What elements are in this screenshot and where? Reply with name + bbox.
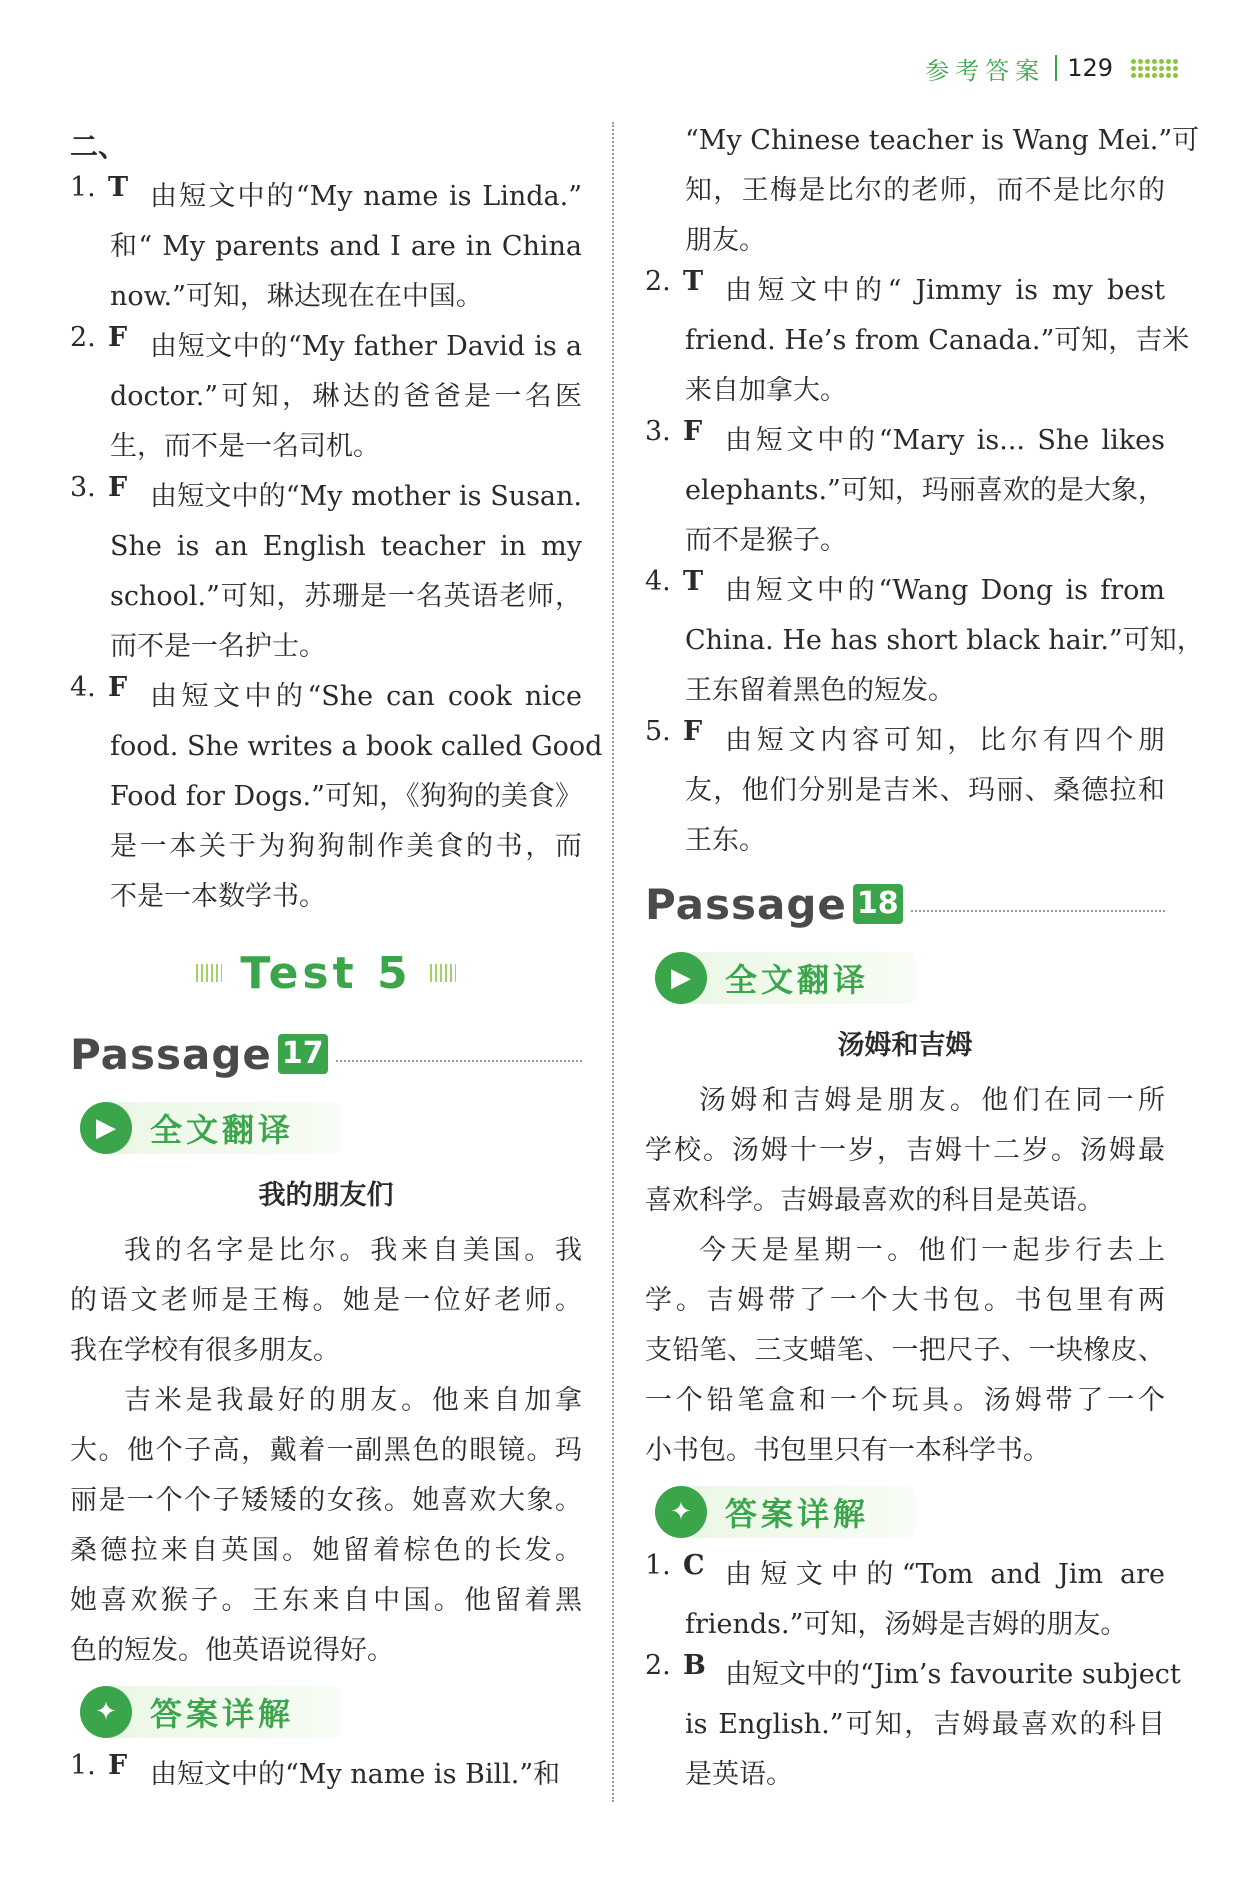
paragraph — [70, 1226, 582, 1376]
item-line: 由短文中的“My name is Bill.”和 — [150, 1759, 561, 1790]
answer-item — [645, 1550, 1165, 1650]
play-icon: ▶ — [655, 952, 707, 1004]
item-key: C — [683, 1550, 705, 1581]
passage-label: Passage — [645, 879, 847, 929]
item-line: 王东留着黑色的短发。 — [685, 675, 955, 706]
item-number: 1. — [70, 172, 96, 203]
paragraph-line: 汤姆和吉姆是朋友。他们在同一所 — [699, 1085, 1165, 1116]
paragraph-line: 桑德拉来自英国。她留着棕色的长发。 — [70, 1535, 582, 1566]
item-number: 3. — [70, 472, 96, 503]
leaf-icon: ✦ — [80, 1686, 132, 1738]
item-line: doctor.”可知，琳达的爸爸是一名医 — [110, 381, 582, 412]
item-key: F — [683, 416, 703, 447]
answer-item — [70, 1750, 582, 1800]
paragraph-line: 色的短发。他英语说得好。 — [70, 1635, 394, 1666]
item-number: 2. — [70, 322, 96, 353]
paragraph-line: 一个铅笔盒和一个玩具。汤姆带了一个 — [645, 1385, 1165, 1416]
hatch-decoration-icon — [430, 964, 456, 982]
item-line: 而不是猴子。 — [685, 525, 847, 556]
answer-item — [70, 672, 603, 922]
item-key: F — [108, 322, 128, 353]
paragraph-line: 她喜欢猴子。王东来自中国。他留着黑 — [70, 1585, 582, 1616]
paragraph-line: 的语文老师是王梅。她是一位好老师。 — [70, 1285, 582, 1316]
item-line: food. She writes a book called Good — [110, 731, 603, 762]
paragraph-line: 学。吉姆带了一个大书包。书包里有两 — [645, 1285, 1165, 1316]
item-key: T — [683, 566, 704, 597]
item-line: 知，王梅是比尔的老师，而不是比尔的 — [685, 175, 1165, 206]
passage-number: 17 — [278, 1034, 328, 1074]
item-line: Food for Dogs.”可知，《狗狗的美食》 — [110, 781, 582, 812]
item-key: F — [108, 1750, 128, 1781]
item-line: 由短文中的“My mother is Susan. — [150, 481, 582, 512]
paragraph-line: 吉米是我最好的朋友。他来自加拿 — [124, 1385, 582, 1416]
item-line: China. He has short black hair.”可知， — [685, 625, 1204, 656]
passage-label: Passage — [70, 1029, 272, 1079]
answer-item — [645, 716, 1165, 866]
item-line: 来自加拿大。 — [685, 375, 847, 406]
continuation-text — [685, 116, 1200, 266]
item-line: elephants.”可知，玛丽喜欢的是大象， — [685, 475, 1165, 506]
item-line: “My Chinese teacher is Wang Mei.”可 — [685, 125, 1200, 156]
item-line: She is an English teacher in my — [110, 531, 582, 562]
item-number: 4. — [70, 672, 96, 703]
paragraph — [70, 1376, 582, 1676]
item-line: friend. He’s from Canada.”可知，吉米 — [685, 325, 1190, 356]
banner-label: 全文翻译 — [725, 961, 870, 999]
item-line: 不是一本数学书。 — [110, 881, 326, 912]
item-line: 王东。 — [685, 825, 766, 856]
item-line: 朋友。 — [685, 225, 766, 256]
passage-number: 18 — [853, 884, 903, 924]
item-line: is English.”可知，吉姆最喜欢的科目 — [685, 1709, 1165, 1740]
section-heading: 二、 — [70, 130, 127, 163]
item-line: 而不是一名护士。 — [110, 631, 326, 662]
leaf-icon: ✦ — [655, 1486, 707, 1538]
item-line: 由短文中的“Mary is... She likes — [725, 425, 1165, 456]
item-key: B — [683, 1650, 706, 1681]
answer-item — [645, 416, 1165, 566]
item-key: F — [108, 472, 128, 503]
answer-item — [645, 1650, 1181, 1800]
item-number: 2. — [645, 266, 671, 297]
answer-item — [645, 266, 1190, 416]
answer-banner — [80, 1680, 582, 1744]
dots-decoration-icon — [1131, 59, 1178, 78]
item-line: now.”可知，琳达现在在中国。 — [110, 281, 483, 312]
item-line: 由短文中的“ Jimmy is my best — [725, 275, 1165, 306]
item-line: 友，他们分别是吉米、玛丽、桑德拉和 — [685, 775, 1165, 806]
item-key: F — [683, 716, 703, 747]
banner-label: 全文翻译 — [150, 1111, 295, 1149]
item-key: T — [683, 266, 704, 297]
play-icon: ▶ — [80, 1102, 132, 1154]
paragraph-line: 支铅笔、三支蜡笔、一把尺子、一块橡皮、 — [645, 1335, 1165, 1366]
header-divider — [1055, 55, 1057, 81]
item-line: friends.”可知，汤姆是吉姆的朋友。 — [685, 1609, 1128, 1640]
item-line: 由短文中的“My name is Linda.” — [150, 181, 582, 212]
item-line: 由短文中的“She can cook nice — [150, 681, 582, 712]
answer-item — [70, 172, 582, 322]
item-line: 和“ My parents and I are in China — [110, 231, 582, 262]
paragraph-line: 喜欢科学。吉姆最喜欢的科目是英语。 — [645, 1185, 1104, 1216]
answer-item — [70, 472, 582, 672]
paragraph-line: 我在学校有很多朋友。 — [70, 1335, 340, 1366]
test-title — [70, 930, 582, 1016]
left-column — [70, 122, 603, 1800]
paragraph-line: 丽是一个个子矮矮的女孩。她喜欢大象。 — [70, 1485, 582, 1516]
column-divider — [612, 122, 614, 1802]
item-number: 3. — [645, 416, 671, 447]
paragraph-line: 今天是星期一。他们一起步行去上 — [699, 1235, 1165, 1266]
item-line: 由短文中的“Tom and Jim are — [725, 1559, 1165, 1590]
item-line: 由短文中的“Wang Dong is from — [725, 575, 1165, 606]
test-title-text: Test 5 — [240, 947, 412, 999]
passage-heading — [70, 1016, 582, 1092]
item-number: 4. — [645, 566, 671, 597]
answer-banner — [655, 1480, 1165, 1544]
answer-item — [70, 322, 582, 472]
item-line: 由短文中的“My father David is a — [150, 331, 582, 362]
item-key: F — [108, 672, 128, 703]
answer-item — [645, 566, 1204, 716]
item-key: T — [108, 172, 129, 203]
paragraph-line: 我的名字是比尔。我来自美国。我 — [124, 1235, 582, 1266]
paragraph-line: 学校。汤姆十一岁，吉姆十二岁。汤姆最 — [645, 1135, 1165, 1166]
hatch-decoration-icon — [196, 964, 222, 982]
item-number: 1. — [645, 1550, 671, 1581]
item-line: 由短文内容可知，比尔有四个朋 — [725, 725, 1165, 756]
paragraph — [645, 1076, 1165, 1226]
item-line: 是英语。 — [685, 1759, 793, 1790]
paragraph — [645, 1226, 1165, 1476]
item-line: 是一本关于为狗狗制作美食的书，而 — [110, 831, 582, 862]
item-line: school.”可知，苏珊是一名英语老师， — [110, 581, 582, 612]
banner-label: 答案详解 — [725, 1495, 870, 1533]
passage-rule — [336, 1060, 582, 1062]
paragraph-line: 小书包。书包里只有一本科学书。 — [645, 1435, 1050, 1466]
item-number: 2. — [645, 1650, 671, 1681]
passage-title: 我的朋友们 — [258, 1180, 394, 1211]
right-column — [645, 116, 1204, 1800]
item-line: 由短文中的“Jim’s favourite subject — [725, 1659, 1181, 1690]
translation-banner — [655, 946, 1165, 1010]
passage-title: 汤姆和吉姆 — [837, 1030, 973, 1061]
item-number: 5. — [645, 716, 671, 747]
page-number: 129 — [1067, 54, 1113, 82]
banner-label: 答案详解 — [150, 1695, 295, 1733]
item-line: 生，而不是一名司机。 — [110, 431, 380, 462]
item-number: 1. — [70, 1750, 96, 1781]
header-label: 参考答案 — [925, 56, 1046, 85]
paragraph-line: 大。他个子高，戴着一副黑色的眼镜。玛 — [70, 1435, 582, 1466]
passage-heading — [645, 866, 1165, 942]
translation-banner — [80, 1096, 582, 1160]
page-header — [925, 50, 1178, 86]
passage-rule — [911, 910, 1165, 912]
